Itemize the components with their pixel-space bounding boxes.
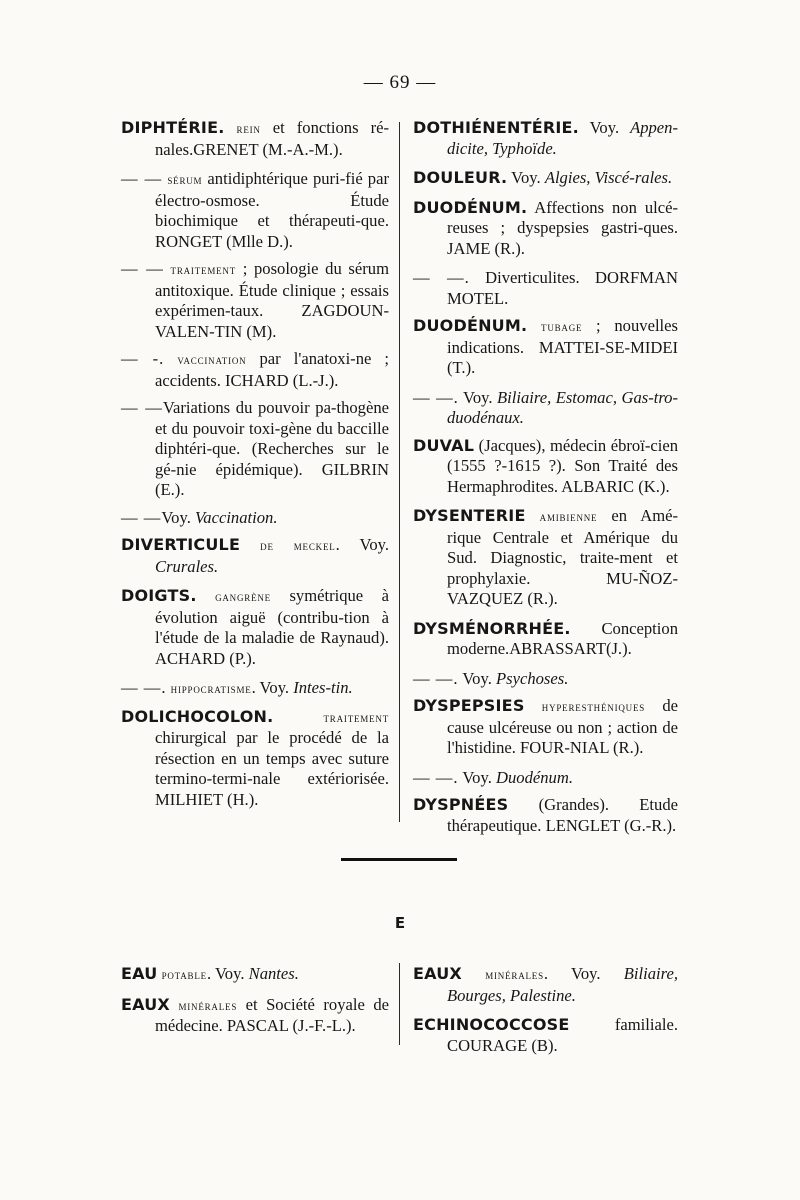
ditto-dash: — —.: [413, 387, 459, 407]
index-entry: [413, 118, 678, 159]
ditto-dash: — —: [121, 507, 162, 527]
entry-heading: EAUX: [413, 964, 462, 983]
entry-heading: DIPHTÉRIE.: [121, 118, 225, 137]
index-entry: [413, 1015, 678, 1056]
entry-text: Variations du pouvoir pa-thogène et du pouvoir toxi-gène du baccille diphtéri-que. (Recherches sur le gé-nie épidémique). GILBRIN (E.).: [155, 398, 389, 499]
ditto-dash: — —.: [413, 767, 459, 787]
section-divider: [341, 858, 457, 861]
see-also-reference: Intes-tin.: [293, 678, 353, 697]
entry-text: familiale. COURAGE (B).: [447, 1015, 678, 1055]
index-subentry: [413, 388, 678, 429]
index-entry: [121, 586, 389, 669]
entry-heading: DUODÉNUM.: [413, 316, 528, 335]
see-also-reference: Duodénum.: [496, 767, 573, 787]
entry-text: Voy.: [578, 118, 631, 137]
entry-text: Voy.: [458, 767, 496, 787]
index-entry: [413, 696, 678, 759]
index-subentry: [121, 349, 389, 391]
index-subentry: [121, 678, 389, 700]
entry-qualifier: gangrène: [215, 589, 271, 604]
index-entry: [121, 707, 389, 811]
entry-text: . Voy.: [206, 964, 249, 983]
entry-text: Voy.: [458, 387, 497, 407]
entry-text: et fonctions ré-nales.GRENET (M.-A.-M.).: [155, 118, 389, 159]
see-also-reference: Crurales.: [155, 556, 219, 576]
ditto-dash: — —.: [413, 268, 470, 287]
entry-text: symétrique à évolution aiguë (contribu-tion à l'étude de la maladie de Raynaud). ACHARD (P.).: [155, 586, 389, 668]
entry-qualifier: traitement: [323, 709, 389, 725]
entry-heading: DUODÉNUM.: [413, 197, 528, 217]
see-also-reference: Psychoses.: [496, 668, 569, 688]
index-entry: [121, 964, 389, 986]
entry-text: (Jacques), médecin ébroï-cien (1555 ?-1615 ?). Son Traité des Hermaphrodites. ALBARIC (K.).: [447, 435, 678, 496]
entry-text: ; nouvelles indications. MATTEI-SE-MIDEI (T.).: [447, 316, 678, 377]
see-also-reference: Algies, Viscé-rales.: [544, 168, 673, 187]
ditto-dash: — -.: [121, 349, 165, 368]
entry-heading: DOULEUR.: [413, 168, 508, 187]
bottom-column-divider: [399, 963, 400, 1045]
entry-text: Voy.: [458, 668, 496, 688]
entry-heading: ECHINOCOCCOSE: [413, 1015, 570, 1034]
index-entry: [413, 436, 678, 498]
entry-qualifier: rein: [236, 121, 261, 136]
entry-qualifier: tubage: [541, 319, 583, 334]
index-subentry: [413, 669, 678, 690]
index-entry: [413, 198, 678, 260]
entry-qualifier: hippocratisme: [170, 681, 252, 696]
entry-heading: DYSENTERIE: [413, 506, 526, 525]
bottom-left-column: [121, 964, 389, 1046]
ditto-dash: — —: [121, 398, 163, 417]
entry-heading: DOLICHOCOLON.: [121, 706, 274, 726]
index-entry: [121, 535, 389, 577]
entry-qualifier: sérum: [167, 172, 203, 187]
index-entry: [121, 995, 389, 1037]
entry-text: de cause ulcéreuse ou non ; action de l'histidine. FOUR-NIAL (R.).: [447, 696, 678, 757]
entry-heading: DUVAL: [413, 435, 475, 455]
entry-qualifier: minérales: [485, 967, 544, 982]
entry-text: (Grandes). Etude thérapeutique. LENGLET (G.-R.).: [447, 795, 678, 835]
entry-text: . Voy.: [543, 964, 624, 983]
entry-text: Voy.: [161, 507, 195, 527]
entry-heading: DYSPEPSIES: [413, 696, 525, 715]
entry-qualifier: traitement: [170, 262, 237, 277]
column-divider: [399, 122, 400, 822]
entry-text: . Voy.: [335, 535, 389, 554]
ditto-dash: — —: [121, 169, 163, 188]
entry-text: et Société royale de médecine. PASCAL (J.-F.-L.).: [155, 994, 389, 1035]
index-entry: [413, 168, 678, 189]
index-entry: [413, 316, 678, 379]
entry-heading: DYSPNÉES: [413, 795, 509, 814]
section-letter: E: [394, 914, 406, 932]
index-entry: [121, 118, 389, 160]
index-subentry: [121, 398, 389, 501]
entry-text: chirurgical par le procédé de la résection en un temps avec suture termino-termi-nale extériorisée. MILHIET (H.).: [155, 728, 389, 809]
index-subentry: [121, 259, 389, 342]
entry-text: en Amé-rique Centrale et Amérique du Sud. Diagnostic, traite-ment et prophylaxie. MU-ÑOZ-VAZQUEZ (R.).: [447, 506, 678, 608]
entry-heading: DOIGTS.: [121, 586, 197, 605]
ditto-dash: — —: [121, 259, 164, 278]
entry-text: Diverticulites. DORFMAN MOTEL.: [447, 268, 679, 308]
entry-qualifier: minérales: [178, 997, 238, 1013]
index-entry: [413, 506, 678, 610]
see-also-reference: Nantes.: [248, 964, 299, 983]
entry-qualifier: hyperesthéniques: [541, 699, 646, 714]
entry-text: par l'anatoxi-ne ; accidents. ICHARD (L.-J.).: [155, 349, 390, 390]
entry-heading: DYSMÉNORRHÉE.: [413, 618, 571, 638]
entry-qualifier: potable: [161, 967, 207, 982]
entry-text: Conception moderne.ABRASSART(J.).: [447, 618, 678, 658]
entry-heading: EAU: [121, 964, 158, 983]
ditto-dash: — —.: [413, 668, 459, 688]
entry-text: antidiphtérique puri-fié par électro-osmose. Étude biochimique et thérapeuti-que. RONGET (Mlle D.).: [155, 169, 389, 251]
entry-qualifier: vaccination: [177, 352, 247, 367]
page-number: — 69 —: [363, 72, 437, 93]
see-also-reference: Appen-dicite, Typhoïde.: [447, 118, 678, 158]
index-subentry: [413, 268, 678, 309]
index-subentry: [121, 508, 389, 529]
entry-heading: DIVERTICULE: [121, 535, 241, 554]
entry-text: . Voy.: [251, 678, 294, 697]
index-subentry: [413, 768, 678, 789]
entry-text: Affections non ulcé-reuses ; dyspepsies gastri-ques. JAME (R.).: [447, 197, 678, 258]
see-also-reference: Biliaire, Estomac, Gas-tro-duodénaux.: [447, 387, 678, 427]
entry-heading: EAUX: [121, 994, 170, 1014]
index-entry: [413, 964, 678, 1006]
see-also-reference: Biliaire, Bourges, Palestine.: [447, 964, 678, 1005]
ditto-dash: — —.: [121, 678, 167, 697]
bottom-right-column: [413, 964, 678, 1065]
index-subentry: [121, 169, 389, 252]
left-column: [121, 118, 389, 819]
see-also-reference: Vaccination.: [195, 507, 278, 527]
index-entry: [413, 795, 678, 836]
entry-text: ; posologie du sérum antitoxique. Étude clinique ; essais expérimen-taux. ZAGDOUN-VALEN-TIN (M).: [155, 259, 389, 341]
entry-qualifier: amibienne: [539, 509, 598, 524]
entry-qualifier: de meckel: [260, 538, 336, 553]
index-entry: [413, 619, 678, 660]
entry-text: Voy.: [507, 168, 545, 187]
entry-heading: DOTHIÉNENTÉRIE.: [413, 118, 579, 137]
right-column: [413, 118, 678, 845]
